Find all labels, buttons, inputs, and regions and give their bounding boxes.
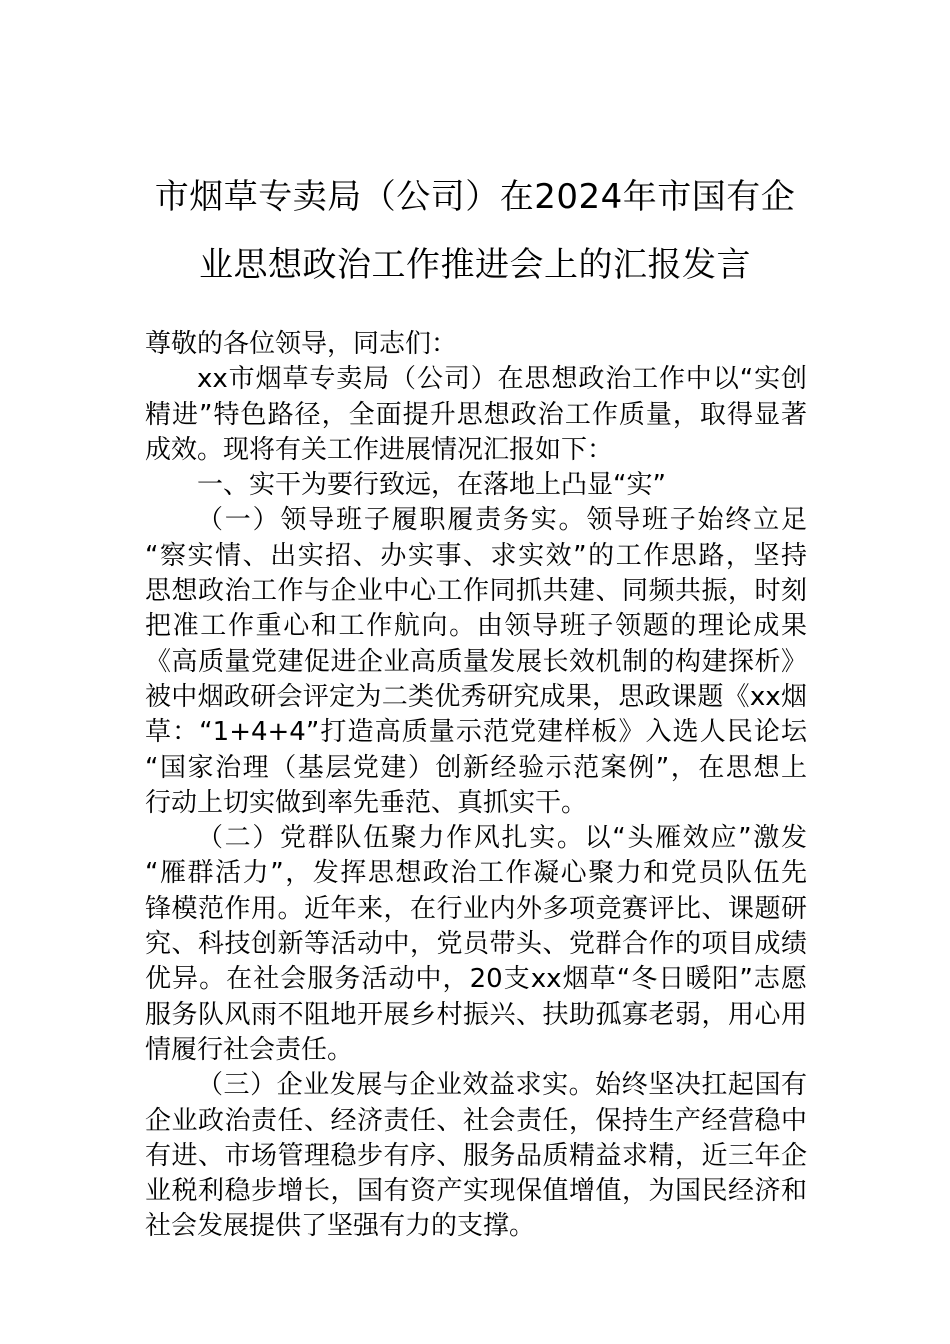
body-line: 社会发展提供了坚强有力的支撑。 <box>145 1211 536 1242</box>
title-line: 市烟草专卖局（公司）在2024年市国有企 <box>154 177 796 217</box>
body-line: 服务队风雨不阻地开展乡村振兴、扶助孤寡老弱，用心用 <box>145 999 807 1030</box>
body-line: 锋模范作用。近年来，在行业内外多项竞赛评比、课题研 <box>145 893 807 924</box>
document-body <box>145 327 807 1245</box>
body-line: 有进、市场管理稳步有序、服务品质精益求精，近三年企 <box>145 1140 807 1171</box>
body-line: 优异。在社会服务活动中，20支xx烟草“冬日暖阳”志愿 <box>145 964 807 995</box>
body-line: （二）党群队伍聚力作风扎实。以“头雁效应”激发 <box>197 823 807 854</box>
body-line: 企业政治责任、经济责任、社会责任，保持生产经营稳中 <box>145 1105 807 1136</box>
body-line: “雁群活力”，发挥思想政治工作凝心聚力和党员队伍先 <box>145 858 807 889</box>
body-line: 精进”特色路径，全面提升思想政治工作质量，取得显著 <box>145 399 807 430</box>
body-line: “国家治理（基层党建）创新经验示范案例”，在思想上 <box>145 752 807 783</box>
body-line: “察实情、出实招、办实事、求实效”的工作思路，坚持 <box>145 540 807 571</box>
body-line: 尊敬的各位领导，同志们： <box>145 329 458 359</box>
body-line: 一、实干为要行致远，在落地上凸显“实” <box>197 470 666 501</box>
body-line: 《高质量党建促进企业高质量发展长效机制的构建探析》 <box>145 646 807 677</box>
body-line: 情履行社会责任。 <box>145 1034 354 1065</box>
title-line: 业思想政治工作推进会上的汇报发言 <box>199 245 751 285</box>
body-line: 被中烟政研会评定为二类优秀研究成果，思政课题《xx烟 <box>145 681 807 712</box>
body-line: xx市烟草专卖局（公司）在思想政治工作中以“实创 <box>197 364 807 395</box>
body-line: 草：“1+4+4”打造高质量示范党建样板》入选人民论坛 <box>145 717 807 748</box>
body-line: 思想政治工作与企业中心工作同抓共建、同频共振，时刻 <box>145 576 807 607</box>
body-line: （三）企业发展与企业效益求实。始终坚决扛起国有 <box>197 1070 807 1101</box>
body-line: 行动上切实做到率先垂范、真抓实干。 <box>145 787 588 818</box>
document-title <box>120 163 830 299</box>
body-line: 成效。现将有关工作进展情况汇报如下： <box>145 434 614 465</box>
body-line: 究、科技创新等活动中，党员带头、党群合作的项目成绩 <box>145 929 807 960</box>
body-line: 业税利稳步增长，国有资产实现保值增值，为国民经济和 <box>145 1176 807 1207</box>
body-line: （一）领导班子履职履责务实。领导班子始终立足 <box>197 505 807 536</box>
body-line: 把准工作重心和工作航向。由领导班子领题的理论成果 <box>145 611 807 642</box>
